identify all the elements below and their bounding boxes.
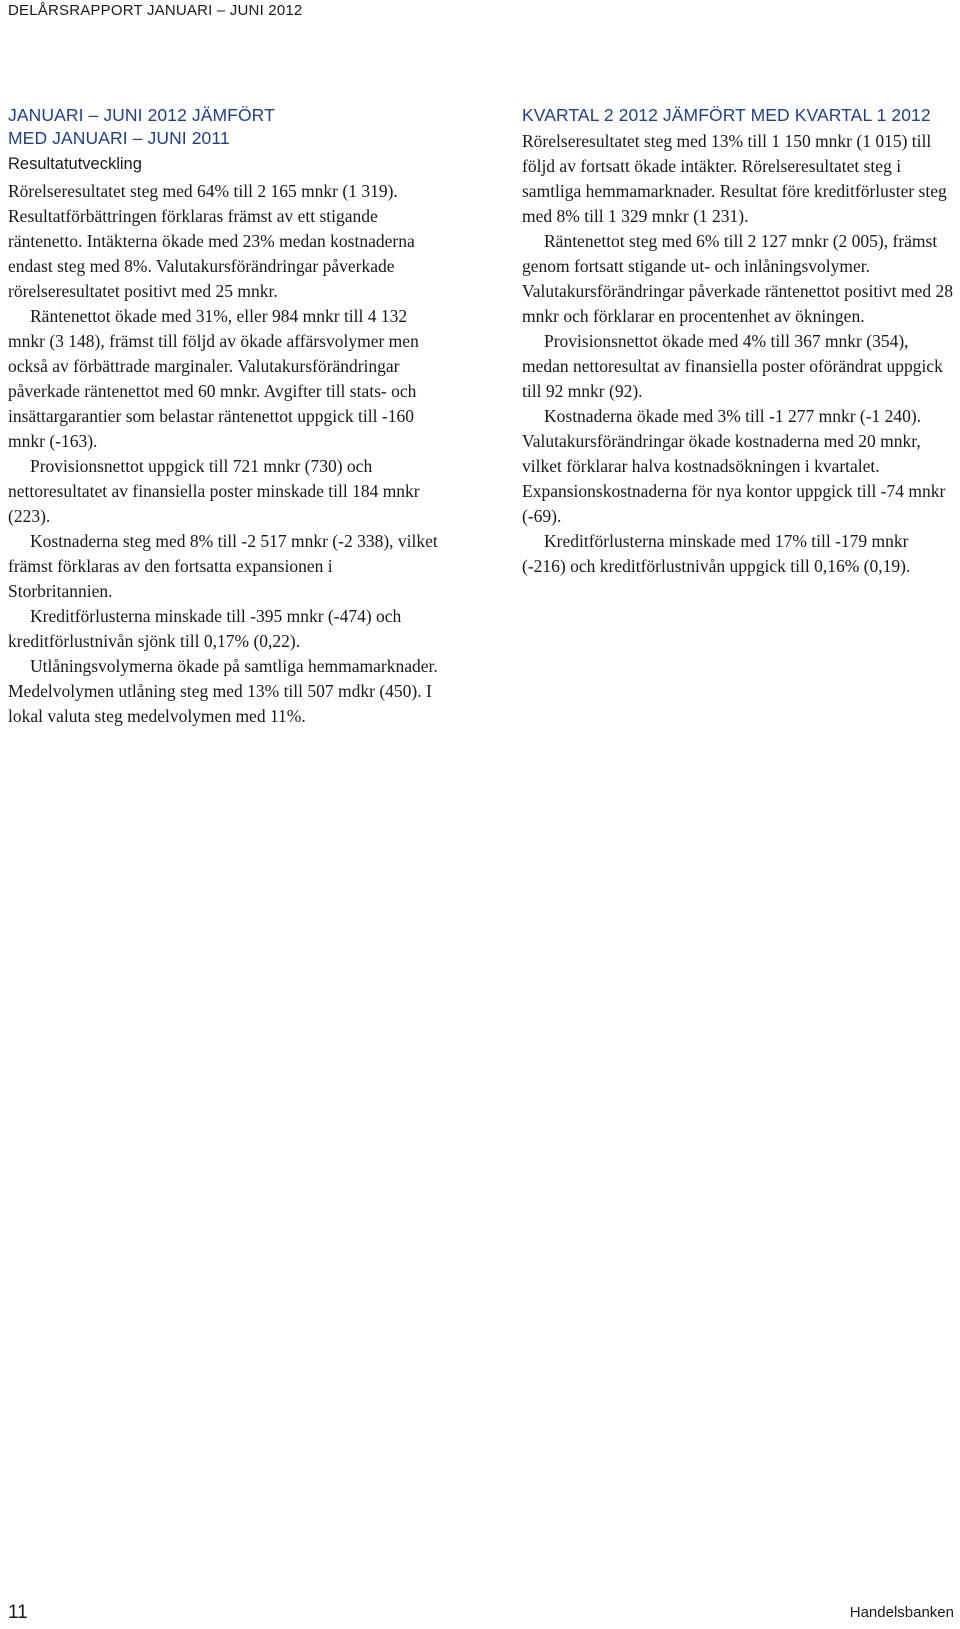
- paragraph-operating-profit: Rörelseresultatet steg med 64% till 2 165 mnkr (1 319). Resultatförbättringen förklaras främst av ett stigande räntenetto. Intäkterna ökade med 23% medan kostnaderna endast steg med 8%. Valutakursförändringar påverkade rörelseresultatet positivt med 25 mnkr.: [8, 181, 415, 301]
- paragraph-q2-commission: Provisionsnettot ökade med 4% till 367 mnkr (354), medan nettoresultat av finansiella poster oförändrat uppgick till 92 mnkr (92).: [522, 331, 943, 401]
- paragraph-net-interest: Räntenettot ökade med 31%, eller 984 mnkr till 4 132 mnkr (3 148), främst till följd av ökade affärsvolymer men också av förbättrade marginaler. Valutakursförändringar påverkade räntenettot med 60 mnkr. Avgifter till stats- och insättargarantier som belastar räntenettot uppgick till -160 mnkr (-163).: [8, 306, 419, 451]
- running-header: DELÅRSRAPPORT JANUARI – JUNI 2012: [8, 2, 303, 19]
- paragraph-commission: Provisionsnettot uppgick till 721 mnkr (730) och nettoresultatet av finansiella poster minskade till 184 mnkr (223).: [8, 456, 420, 526]
- paragraph-q2-net-interest: Räntenettot steg med 6% till 2 127 mnkr (2 005), främst genom fortsatt stigande ut- och inlåningsvolymer. Valutakursförändringar påverkade räntenettot positivt med 28 mnkr och förklarar en procentenhet av ökningen.: [522, 231, 954, 326]
- paragraph-loan-losses: Kreditförlusterna minskade till -395 mnkr (-474) och kreditförlustnivån sjönk till 0,17% (0,22).: [8, 606, 402, 651]
- right-column: [522, 104, 954, 579]
- section-heading-half-year: JANUARI – JUNI 2012 JÄMFÖRT MED JANUARI – JUNI 2011: [8, 105, 275, 148]
- paragraph-q2-operating-profit: Rörelseresultatet steg med 13% till 1 150 mnkr (1 015) till följd av fortsatt ökade intäkter. Rörelseresultatet steg i samtliga hemmamarknader. Resultat före kreditförluster steg med 8% till 1 329 mnkr (1 231).: [522, 131, 947, 226]
- page-number: 11: [8, 1602, 28, 1623]
- left-column: [8, 104, 440, 729]
- paragraph-q2-expenses: Kostnaderna ökade med 3% till -1 277 mnkr (-1 240). Valutakursförändringar ökade kostnaderna med 20 mnkr, vilket förklarar halva kostnadsökningen i kvartalet. Expansionskostnaderna för nya kontor uppgick till -74 mnkr (-69).: [522, 406, 946, 526]
- subheading-result-development: Resultatutveckling: [8, 155, 142, 173]
- brand-name: Handelsbanken: [849, 1604, 954, 1621]
- paragraph-lending-volumes: Utlåningsvolymerna ökade på samtliga hemmamarknader. Medelvolymen utlåning steg med 13% till 507 mdkr (450). I lokal valuta steg medelvolymen med 11%.: [8, 656, 438, 726]
- paragraph-q2-loan-losses: Kreditförlusterna minskade med 17% till -179 mnkr (-216) och kreditförlustnivån uppgick till 0,16% (0,19).: [522, 531, 911, 576]
- section-heading-quarter: KVARTAL 2 2012 JÄMFÖRT MED KVARTAL 1 2012: [522, 105, 931, 125]
- paragraph-expenses: Kostnaderna steg med 8% till -2 517 mnkr (-2 338), vilket främst förklaras av den fortsatta expansionen i Storbritannien.: [8, 531, 438, 601]
